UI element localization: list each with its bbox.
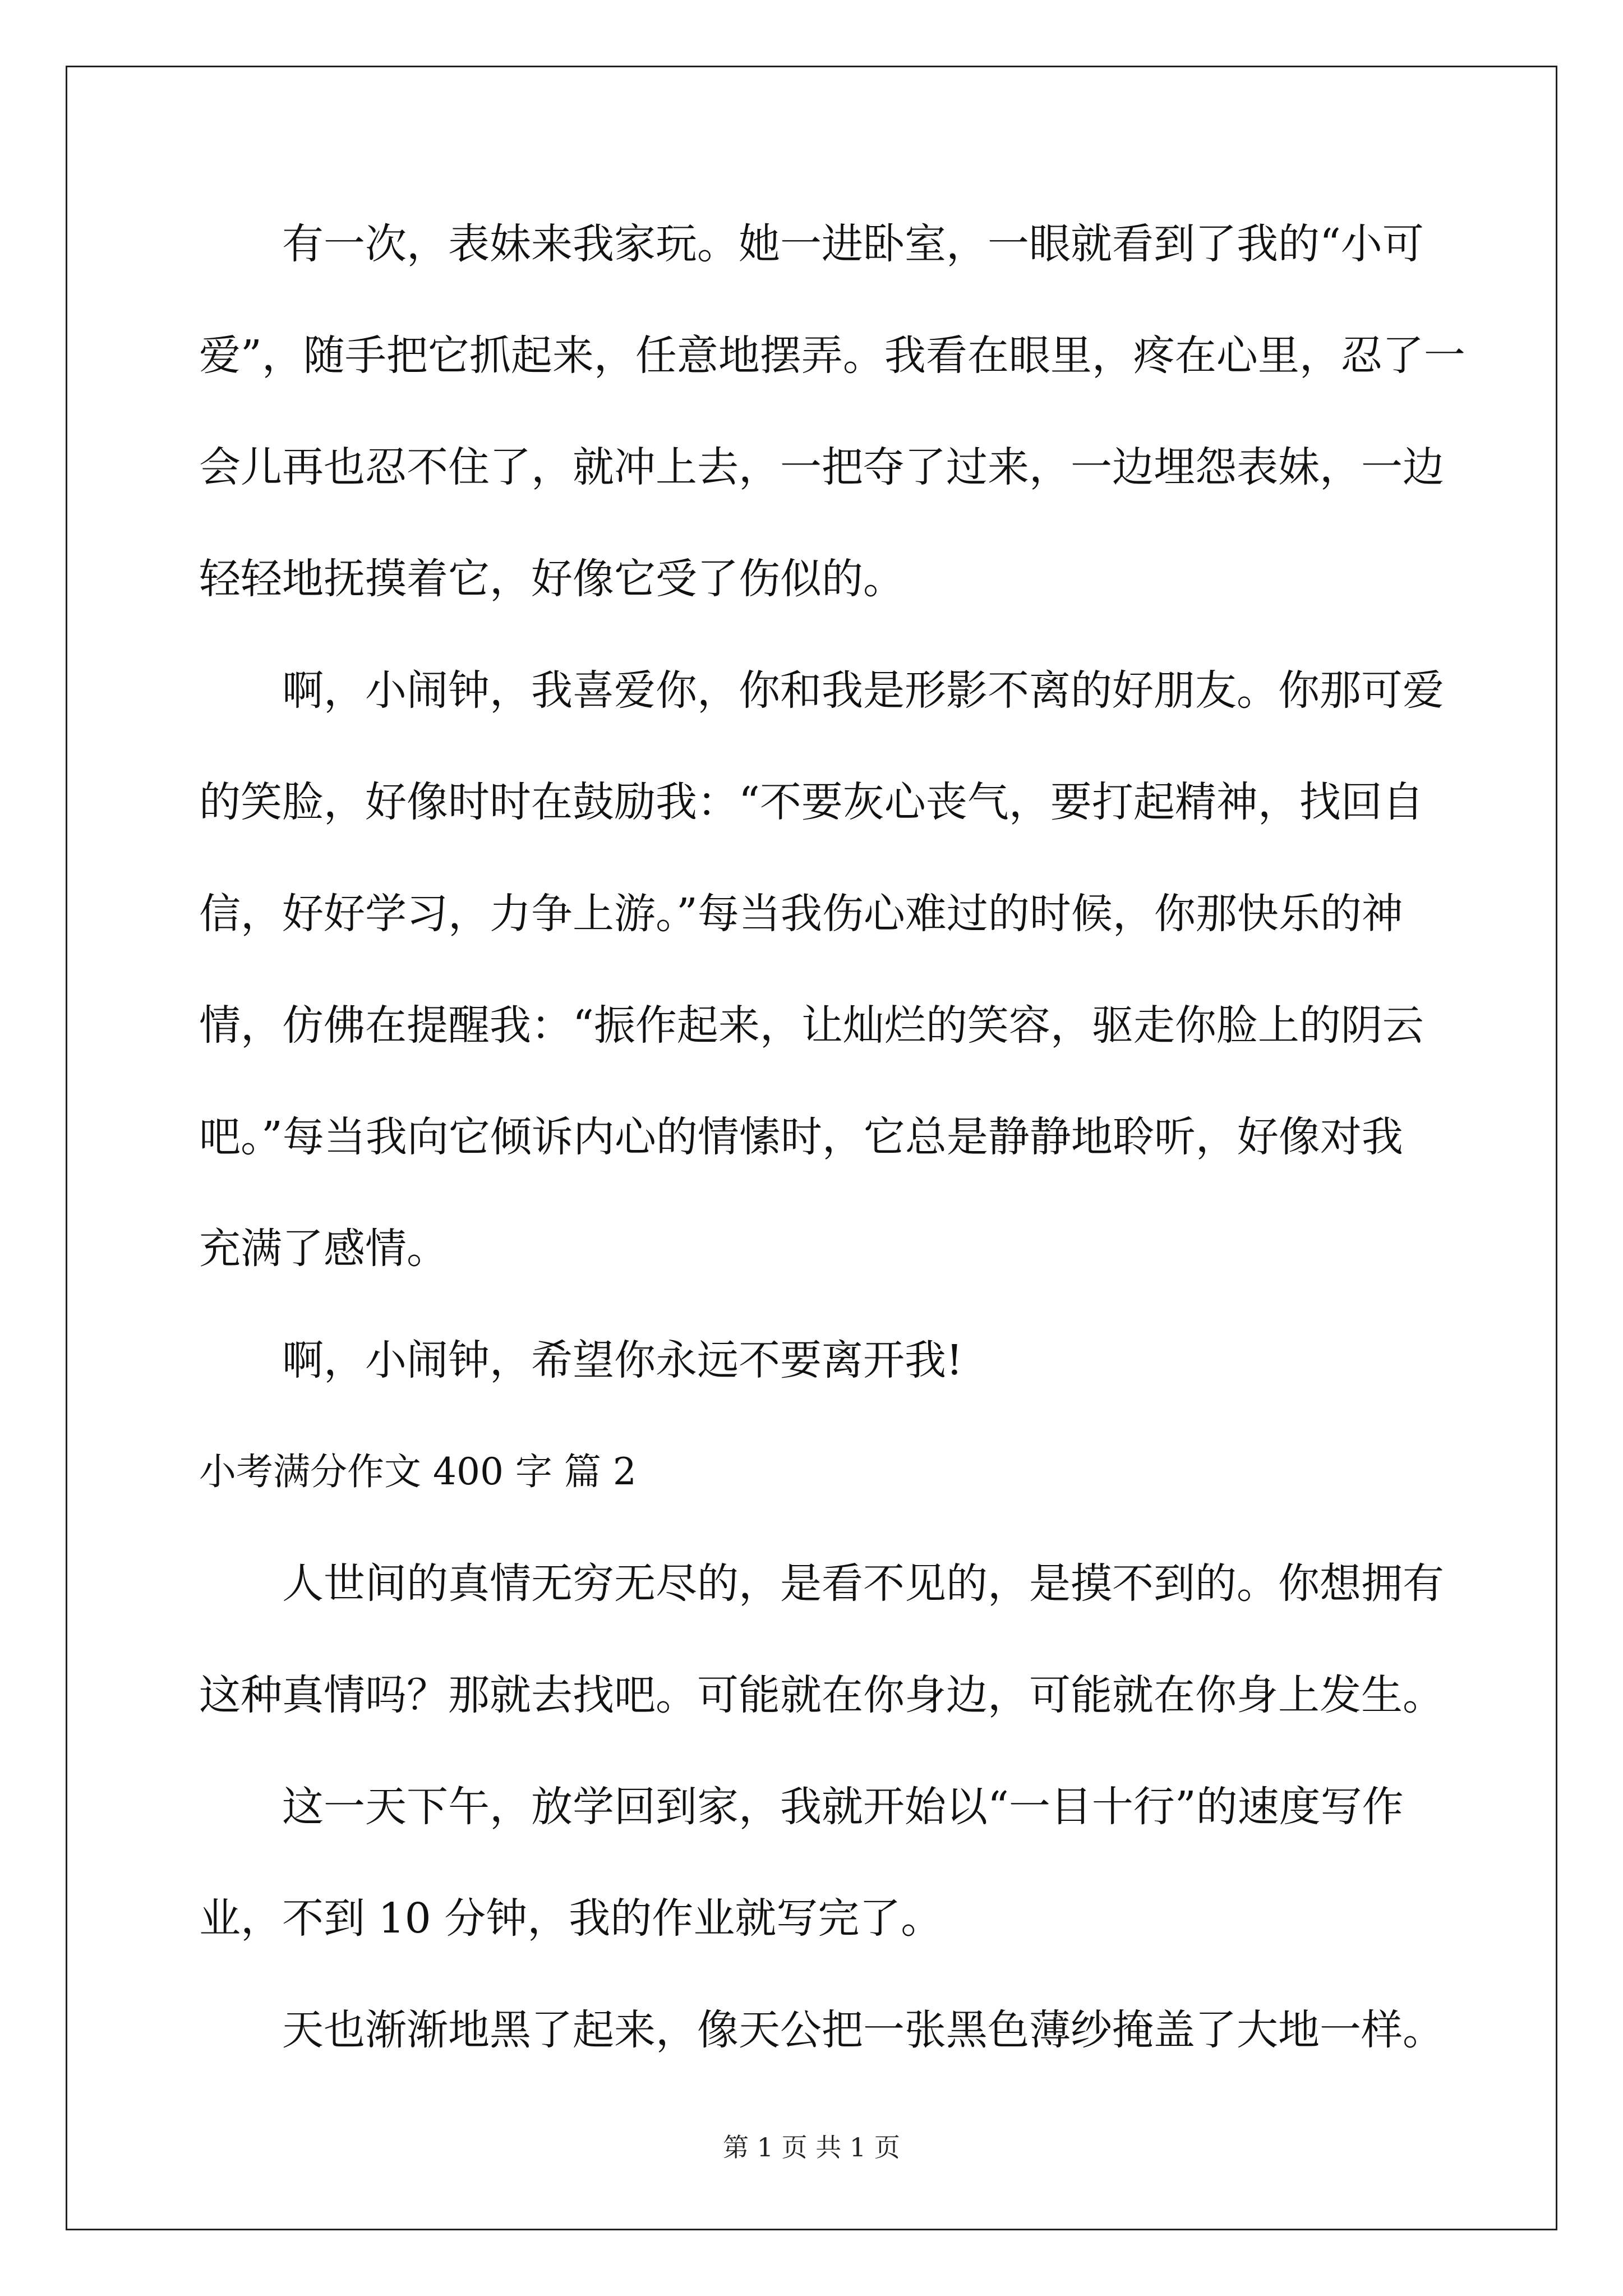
- paragraph-line: 会儿再也忍不住了，就冲上去，一把夺了过来，一边埋怨表妹，一边: [199, 443, 1444, 491]
- paragraph-line: 轻轻地抚摸着它，好像它受了伤似的。: [199, 555, 905, 603]
- document-body: [199, 220, 1465, 2119]
- paragraph-line: 信，好好学习，力争上游。”每当我伤心难过的时候，你那快乐的神: [199, 890, 1403, 938]
- paragraph-line: 业，不到 10 分钟，我的作业就写完了。: [199, 1894, 943, 1943]
- paragraph-line: 这一天下午，放学回到家，我就开始以“一目十行”的速度写作: [282, 1783, 1404, 1831]
- paragraph-line: 爱”，随手把它抓起来，任意地摆弄。我看在眼里，疼在心里，忍了一: [199, 332, 1465, 380]
- paragraph-line: 天也渐渐地黑了起来，像天公把一张黑色薄纱掩盖了大地一样。: [282, 2006, 1444, 2054]
- paragraph-line: 的笑脸，好像时时在鼓励我：“不要灰心丧气，要打起精神，找回自: [199, 778, 1424, 826]
- paragraph-line: 充满了感情。: [199, 1225, 448, 1273]
- paragraph-line: 人世间的真情无穷无尽的，是看不见的，是摸不到的。你想拥有: [282, 1559, 1444, 1608]
- paragraph-line: 有一次，表妹来我家玩。她一进卧室，一眼就看到了我的“小可: [282, 220, 1424, 268]
- section-heading: 小考满分作文 400 字 篇 2: [199, 1450, 637, 1493]
- paragraph-line: 情，仿佛在提醒我：“振作起来，让灿烂的笑容，驱走你脸上的阴云: [199, 1001, 1424, 1050]
- paragraph-line: 吧。”每当我向它倾诉内心的情愫时，它总是静静地聆听，好像对我: [199, 1113, 1403, 1161]
- paragraph-line: 这种真情吗？那就去找吧。可能就在你身边，可能就在你身上发生。: [199, 1671, 1444, 1719]
- page-footer: 第 1 页 共 1 页: [723, 2132, 900, 2162]
- paragraph-line: 啊，小闹钟，我喜爱你，你和我是形影不离的好朋友。你那可爱: [282, 666, 1444, 715]
- paragraph-line: 啊，小闹钟，希望你永远不要离开我!: [282, 1336, 963, 1384]
